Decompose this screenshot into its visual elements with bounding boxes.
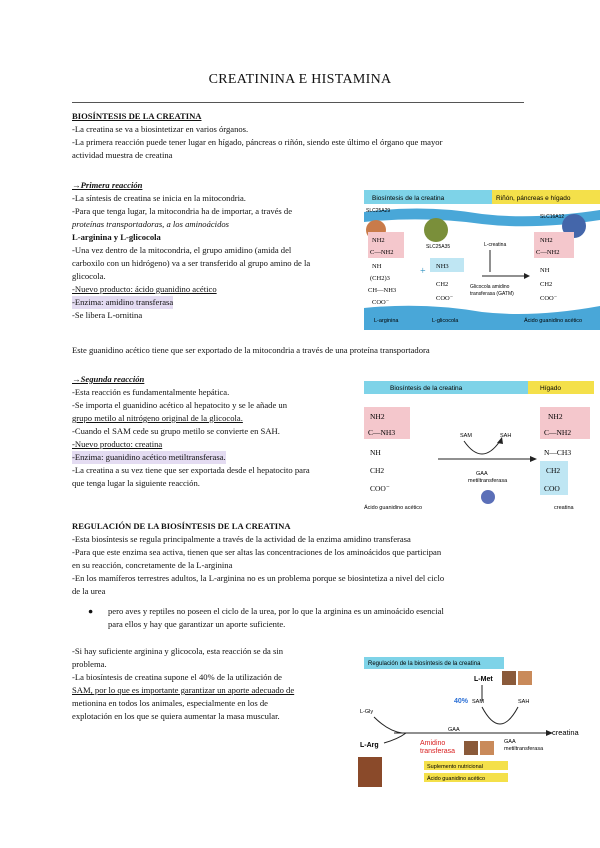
second-reaction	[72, 373, 372, 490]
subheading: →Primera reacción	[72, 180, 143, 190]
section-heading: BIOSÍNTESIS DE LA CREATINA	[72, 111, 202, 121]
label-creatina: creatina	[552, 728, 579, 737]
label-pct: 40%	[454, 698, 469, 705]
animal-icon	[518, 671, 532, 685]
label-slc3: SLC16A12	[540, 214, 565, 220]
animal-photo	[358, 757, 382, 787]
chem-cnh2: C—NH2	[370, 249, 394, 256]
chem-ch2b: CH2	[540, 281, 553, 288]
label-gaa: Ácido guanidino acético	[364, 505, 423, 511]
label-gaa: GAA	[448, 727, 460, 733]
text-line: -Se importa el guanidino acético al hepatocito y se le añade un	[72, 400, 288, 410]
label-arg: L-Arg	[360, 742, 379, 749]
text-line: en su reacción, concretamente de la L-arginina	[72, 560, 233, 570]
text-line: explotación en los que se quiera aumentar la masa muscular.	[72, 711, 280, 721]
chem-ch2: (CH2)3	[370, 275, 390, 282]
figure-regulacion	[354, 655, 586, 791]
label-enzyme2: transferasa (GATM)	[470, 291, 514, 297]
label-sam: SAM	[472, 699, 484, 705]
text-line: L-arginina y L-glicocola	[72, 232, 161, 242]
label-gaa3: metiltransferasa	[504, 746, 544, 752]
chem-coo: COO⁻	[436, 295, 454, 302]
chem-nh: NH	[370, 448, 381, 457]
text-line: para ellos y hay que garantizar un aporte suficiente.	[108, 619, 286, 629]
chem-nch3: N—CH3	[544, 448, 572, 457]
text-line: -Para que este enzima sea activa, tienen que ser altas las concentraciones de los aminoácidos que participan	[72, 547, 442, 557]
animal-icon	[480, 741, 494, 755]
bullet-item: ● pero aves y reptiles no poseen el ciclo de la urea, por lo que la arginina es un aminoácido esencial para ellos y hay que garantizar un aporte suficiente.	[108, 605, 528, 631]
text-line: -La primera reacción puede tener lugar en hígado, páncreas o riñón, siendo este último el órgano que mayor	[72, 137, 443, 147]
text-line: -La creatina a su vez tiene que ser exportada desde el hepatocito para	[72, 465, 310, 475]
label-lcreat: L-creatina	[484, 242, 507, 248]
text-line: -Enzima: amidino transferasa	[72, 297, 174, 307]
text-line: metionina en todos los animales, especialmente en los de	[72, 698, 268, 708]
text-line: proteínas transportadoras, a los aminoácidos	[72, 219, 230, 229]
chem-nh: NH	[540, 267, 550, 274]
text-line: -Nuevo producto: ácido guanidino acético	[72, 284, 217, 294]
text-line: -Esta biosíntesis se regula principalmente a través de la actividad de la enzima amidino transferasa	[72, 534, 411, 544]
text-line: -Enzima: guanidino acético metiltransferasa.	[72, 452, 226, 462]
fig3-header: Regulación de la biosíntesis de la creatina	[368, 661, 481, 667]
text-line: -La síntesis de creatina se inicia en la mitocondria.	[72, 193, 246, 203]
text-line: -Se libera L-ornitina	[72, 310, 143, 320]
label-sah: SAH	[500, 433, 512, 439]
text-line: de la urea	[72, 586, 106, 596]
text-line: problema.	[72, 659, 107, 669]
label-amidino1: Amidino	[420, 740, 446, 747]
chem-ch2: CH2	[546, 466, 561, 475]
transport-note: Este guanidino acético tiene que ser exportado de la mitocondria a través de una proteína transportadora	[72, 345, 430, 355]
text-line: que tenga lugar la siguiente reacción.	[72, 478, 200, 488]
label-creatina: creatina	[554, 505, 574, 511]
svg-text:+: +	[420, 266, 426, 277]
chem-coo: COO⁻	[370, 484, 390, 493]
label-amidino2: transferasa	[420, 748, 456, 755]
chem-nh3: NH3	[436, 263, 449, 270]
chem-ch: CH—NH3	[368, 287, 397, 294]
text-line: -Nuevo producto: creatina	[72, 439, 163, 449]
text-line: pero aves y reptiles no poseen el ciclo de la urea, por lo que la arginina es un aminoácido esencial	[108, 606, 444, 616]
text-line: actividad muestra de creatina	[72, 150, 173, 160]
section-biosintesis	[72, 110, 442, 162]
fig2-header: Biosíntesis de la creatina	[390, 385, 463, 392]
chem-nh: NH	[372, 263, 382, 270]
chem-cnh2: C—NH2	[544, 428, 572, 437]
chem-ch2b: CH2	[436, 281, 449, 288]
text-line: -Cuando el SAM cede su grupo metilo se convierte en SAH.	[72, 426, 280, 436]
page-title: CREATININA E HISTAMINA	[208, 72, 392, 87]
fig2-header2: Hígado	[540, 385, 561, 392]
chem-coo: COO⁻	[540, 295, 558, 302]
chem-coo: COO	[544, 484, 560, 493]
regulation-para2	[72, 645, 342, 723]
chem-cnh2: C—NH2	[536, 249, 560, 256]
text-line: carboxilo con un hidrógeno) va a ser transferido al grupo amino de la	[72, 258, 311, 268]
text-line: -Para que tenga lugar, la mitocondria ha de importar, a través de	[72, 206, 293, 216]
label-gaa: Ácido guanidino acético	[524, 318, 583, 324]
text-line: -La creatina se va a biosintetizar en varios órganos.	[72, 124, 249, 134]
fig1-header2: Riñón, páncreas e hígado	[496, 195, 571, 202]
chem-nh2: NH2	[370, 412, 385, 421]
fig1-header: Biosíntesis de la creatina	[372, 195, 445, 202]
label-gaa1: GAA	[476, 471, 488, 477]
label-supp2: Ácido guanidino acético	[427, 776, 486, 782]
animal-icon	[464, 741, 478, 755]
chem-coo: COO⁻	[372, 299, 390, 306]
label-arginina: L-arginina	[374, 318, 399, 324]
first-reaction	[72, 179, 372, 322]
label-enzyme1: Glicocola amidino	[470, 284, 510, 290]
text-line: -Esta reacción es fundamentalmente hepática.	[72, 387, 230, 397]
chem-nh2: NH2	[372, 237, 385, 244]
text-line: -Si hay suficiente arginina y glicocola, esta reacción se da sin	[72, 646, 284, 656]
section-heading: REGULACIÓN DE LA BIOSÍNTESIS DE LA CREATINA	[72, 521, 291, 531]
label-lmet: L-Met	[474, 676, 493, 683]
text-line: -En los mamíferos terrestres adultos, la L-arginina no es un problema porque se biosintetiza a nivel del ciclo	[72, 573, 445, 583]
text-line: -La biosíntesis de creatina supone el 40% de la utilización de	[72, 672, 282, 682]
label-slc2: SLC25A35	[426, 244, 451, 250]
label-supp1: Suplemento nutricional	[427, 764, 483, 770]
label-gaa2: metiltransferasa	[468, 478, 508, 484]
figure-biosintesis-2	[364, 381, 594, 517]
label-glicocola: L-glicocola	[432, 318, 459, 324]
chem-nh2: NH2	[540, 237, 553, 244]
subheading: →Segunda reacción	[72, 374, 145, 384]
text-line: -Una vez dentro de la mitocondria, el grupo amidino (amida del	[72, 245, 292, 255]
text-line: glicocola.	[72, 271, 106, 281]
label-gly: L-Gly	[360, 709, 374, 715]
chem-nh2: NH2	[548, 412, 563, 421]
title-divider	[72, 102, 524, 103]
text-line: SAM, por lo que es importante garantizar un aporte adecuado de	[72, 685, 295, 695]
label-sah: SAH	[518, 699, 530, 705]
regulation-section	[72, 520, 532, 598]
label-sam: SAM	[460, 433, 472, 439]
chem-ch2: CH2	[370, 466, 385, 475]
figure-biosintesis-1	[364, 190, 600, 330]
label-gaa2: GAA	[504, 739, 516, 745]
label-slc1: SLC25A29	[366, 208, 391, 214]
chem-cnh3: C—NH3	[368, 428, 396, 437]
animal-icon	[502, 671, 516, 685]
text-line: grupo metilo al nitrógeno original de la glicocola.	[72, 413, 243, 423]
